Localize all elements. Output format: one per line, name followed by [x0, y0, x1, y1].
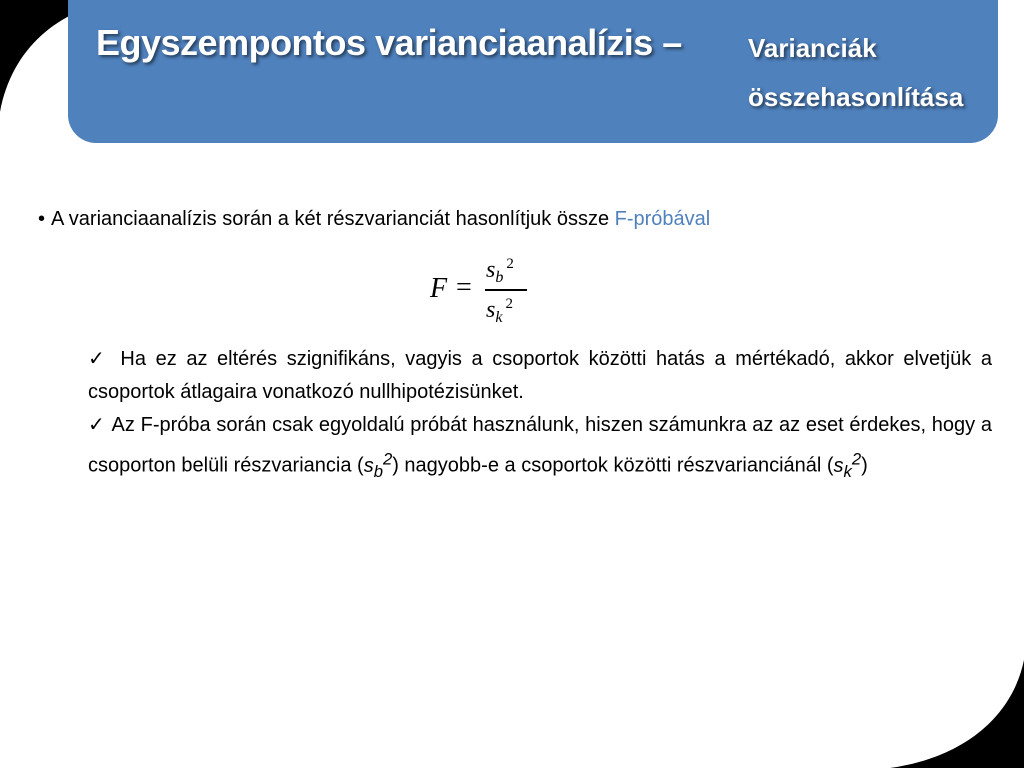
- formula-lhs: F: [430, 273, 448, 304]
- checkmark-icon: ✓: [88, 414, 105, 436]
- intro-bullet-item: [38, 208, 710, 231]
- formula-numerator: $s_b^2$: [486, 256, 514, 286]
- checklist-item-text-after: ): [861, 454, 868, 477]
- slide-subtitle-line-2: összehasonlítása: [748, 82, 964, 112]
- f-ratio-formula: [430, 256, 550, 326]
- slide-title: Egyszempontos varianciaanalízis –: [96, 22, 682, 63]
- checklist-item-text-middle: ) nagyobb-e a csoportok közötti részvarianciánál (: [392, 454, 834, 477]
- intro-highlight: F-próbával: [614, 208, 711, 230]
- checkmark-icon: ✓: [88, 348, 109, 370]
- between-variance-symbol: $s_k^2$: [833, 449, 862, 481]
- formula-fraction-bar: [485, 289, 527, 291]
- checklist-item-text: Ha ez az eltérés szignifikáns, vagyis a csoportok közötti hatás a mértékadó, akkor elvetjük a csoportok átlagaira vonatkozó nullhipotézisünket.: [88, 348, 992, 403]
- formula-equals: =: [456, 272, 472, 303]
- checklist-item-one-sided-test: [88, 409, 992, 488]
- frame-bottom-right-corner: [890, 660, 1024, 768]
- within-variance-symbol: $s_b^2$: [363, 449, 393, 481]
- bullet-icon: •: [38, 208, 46, 230]
- slide-subtitle-line-1: Varianciák: [748, 33, 877, 63]
- checklist-item-significance: [88, 343, 992, 409]
- checklist-item-text-before: Az F-próba során csak egyoldalú próbát használunk, hiszen számunkra az az eset érdekes, hogy a csoporton belüli részvariancia (: [88, 414, 993, 477]
- checklist: [88, 343, 992, 488]
- formula-denominator: $s_k^2$: [486, 296, 513, 326]
- intro-text: A varianciaanalízis során a két részvarianciát hasonlítjuk össze: [51, 208, 610, 230]
